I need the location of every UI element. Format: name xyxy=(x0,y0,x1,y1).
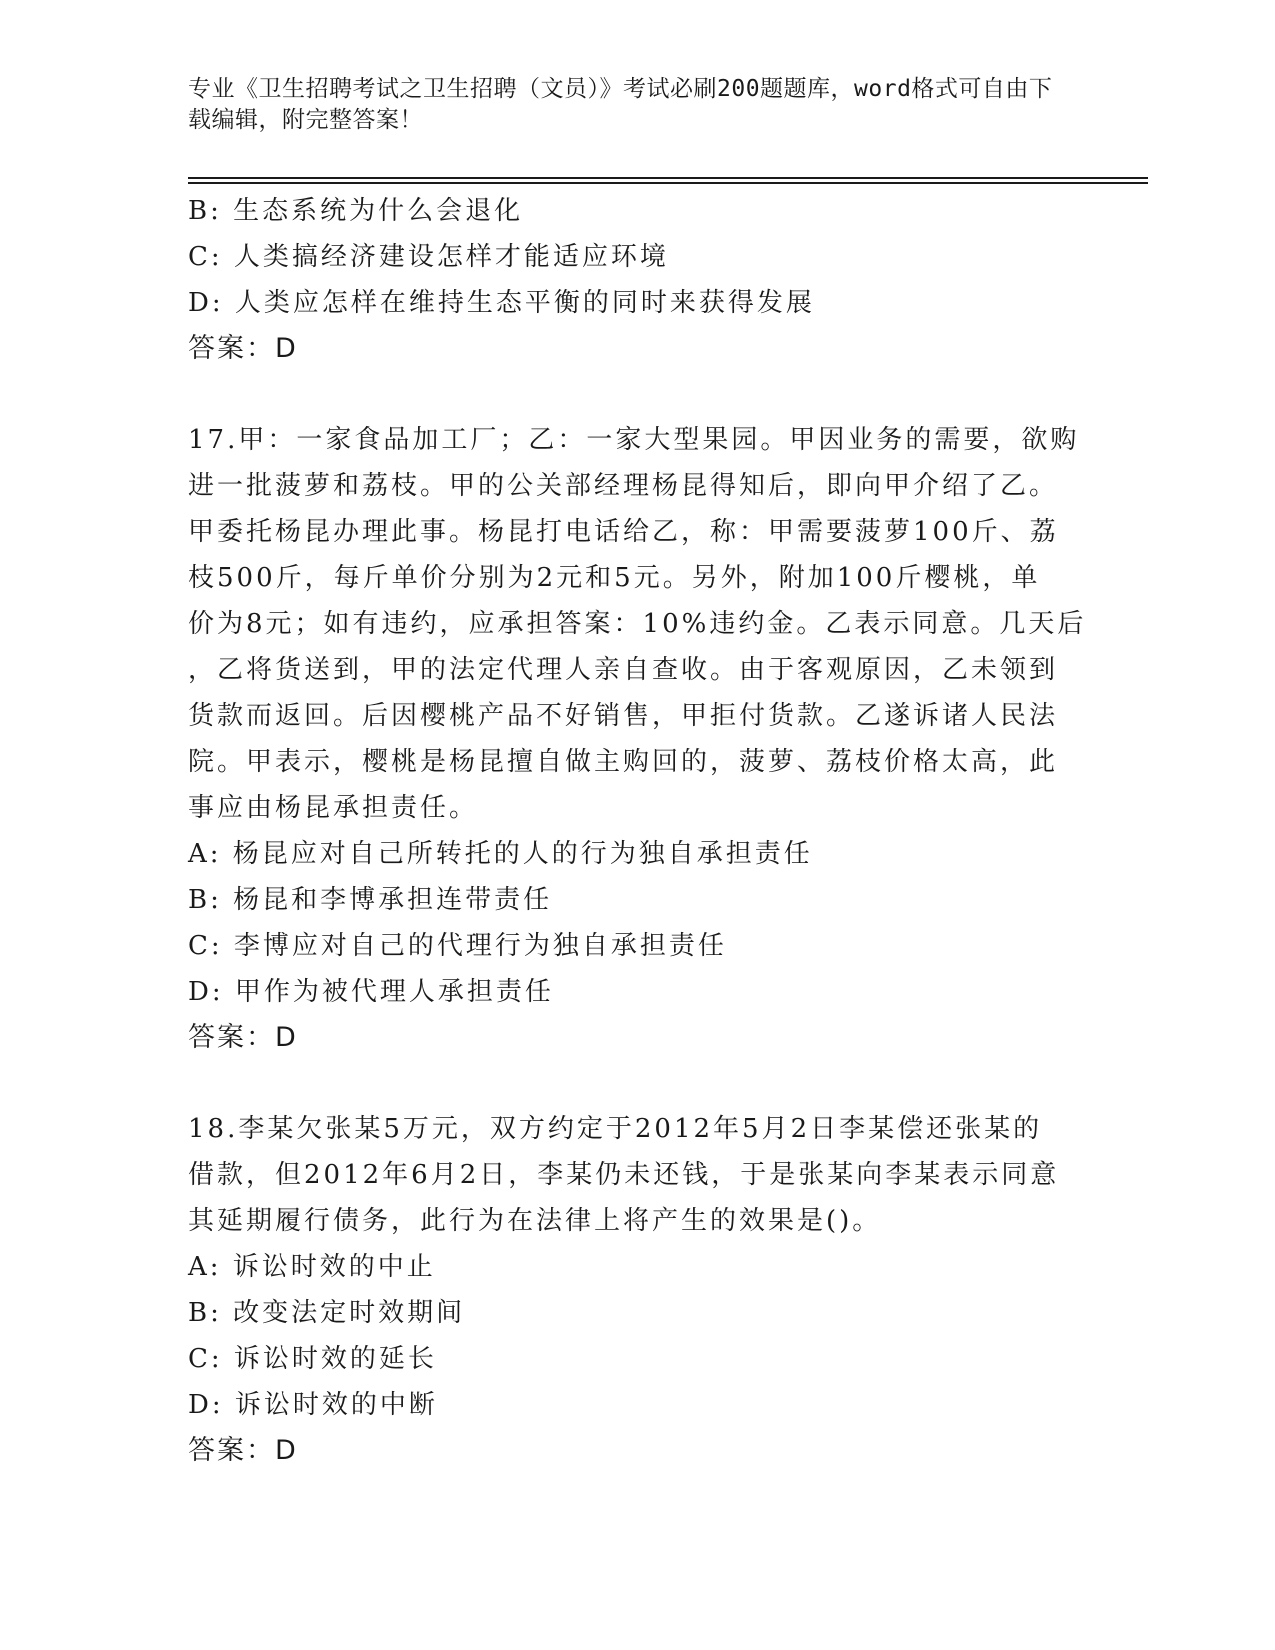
option-b: B: 生态系统为什么会退化 xyxy=(188,196,524,226)
option-b: B: 改变法定时效期间 xyxy=(188,1298,466,1328)
document-header: 专业《卫生招聘考试之卫生招聘（文员）》考试必刷200题题库，word格式可自由下载编辑，附完整答案！ xyxy=(188,76,1053,133)
header-divider-bottom xyxy=(188,182,1148,184)
option-d: D: 甲作为被代理人承担责任 xyxy=(188,977,554,1007)
option-c: C: 李博应对自己的代理行为独自承担责任 xyxy=(188,931,727,961)
option-c: C: 人类搞经济建设怎样才能适应环境 xyxy=(188,242,669,272)
stem-line: 甲委托杨昆办理此事。杨昆打电话给乙，称：甲需要菠萝100斤、荔 xyxy=(188,517,1059,547)
stem-line: 院。甲表示，樱桃是杨昆擅自做主购回的，菠萝、荔枝价格太高，此 xyxy=(188,747,1059,777)
question-content xyxy=(188,188,1088,1474)
stem-line: ，乙将货送到，甲的法定代理人亲自查收。由于客观原因，乙未领到 xyxy=(188,655,1059,685)
question-18-options xyxy=(188,1244,1088,1428)
option-c: C: 诉讼时效的延长 xyxy=(188,1344,437,1374)
option-b: B: 杨昆和李博承担连带责任 xyxy=(188,885,553,915)
question-gap xyxy=(188,372,1088,417)
question-17-options xyxy=(188,831,1088,1015)
option-a: A: 杨昆应对自己所转托的人的行为独自承担责任 xyxy=(188,839,813,869)
question-16-options xyxy=(188,188,1088,326)
stem-line: 事应由杨昆承担责任。 xyxy=(188,793,479,823)
option-d: D: 人类应怎样在维持生态平衡的同时来获得发展 xyxy=(188,288,815,318)
answer-18: 答案：D xyxy=(188,1435,298,1466)
stem-line: 进一批菠萝和荔枝。甲的公关部经理杨昆得知后，即向甲介绍了乙。 xyxy=(188,471,1059,501)
option-d: D: 诉讼时效的中断 xyxy=(188,1390,438,1420)
stem-line: 价为8元；如有违约，应承担答案：10%违约金。乙表示同意。几天后 xyxy=(188,609,1087,639)
question-17-stem xyxy=(188,417,1087,831)
answer-17: 答案：D xyxy=(188,1022,298,1053)
question-gap xyxy=(188,1061,1088,1106)
stem-line: 其延期履行债务，此行为在法律上将产生的效果是()。 xyxy=(188,1206,882,1236)
option-a: A: 诉讼时效的中止 xyxy=(188,1252,436,1282)
answer-16: 答案：D xyxy=(188,333,298,364)
stem-line: 借款，但2012年6月2日，李某仍未还钱，于是张某向李某表示同意 xyxy=(188,1160,1060,1190)
stem-line: 17.甲：一家食品加工厂；乙：一家大型果园。甲因业务的需要，欲购 xyxy=(188,425,1080,455)
stem-line: 货款而返回。后因樱桃产品不好销售，甲拒付货款。乙遂诉诸人民法 xyxy=(188,701,1059,731)
header-divider-top xyxy=(188,177,1148,179)
question-18-stem xyxy=(188,1106,1068,1244)
stem-line: 18.李某欠张某5万元，双方约定于2012年5月2日李某偿还张某的 xyxy=(188,1114,1043,1144)
stem-line: 枝500斤，每斤单价分别为2元和5元。另外，附加100斤樱桃，单 xyxy=(188,563,1041,593)
